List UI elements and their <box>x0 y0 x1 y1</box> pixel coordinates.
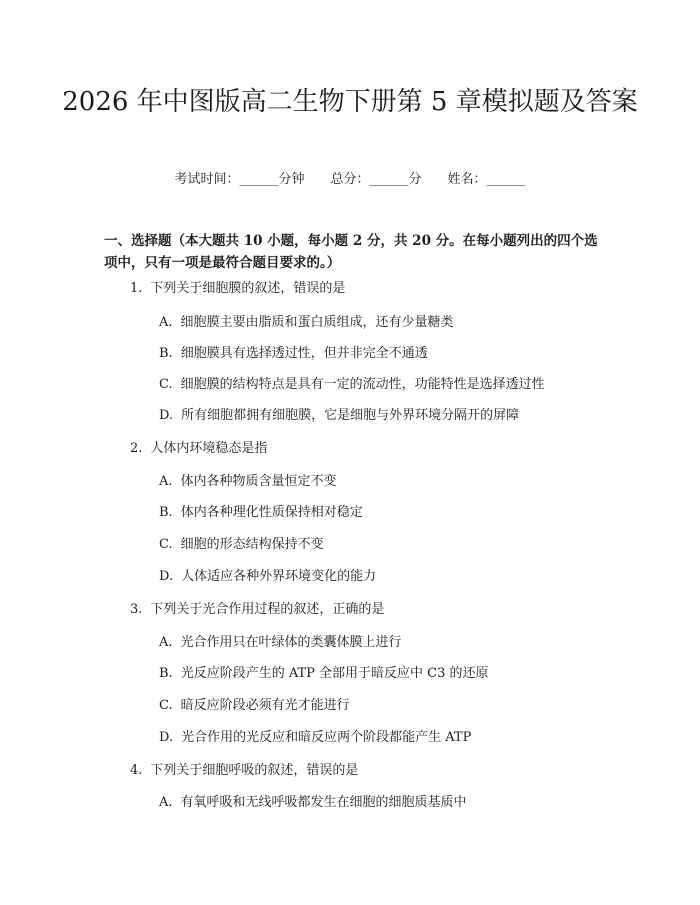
question-1 <box>130 280 345 298</box>
option-letter: C. <box>159 698 173 713</box>
total-score-field: 总分：______分 <box>330 172 422 187</box>
option-text: 暗反应阶段必须有光才能进行 <box>180 698 350 713</box>
question-text: 下列关于细胞膜的叙述，错误的是 <box>150 281 346 296</box>
question-2-option-d <box>159 568 376 586</box>
section-heading-choice: 一、选择题（本大题共 10 小题，每小题 2 分，共 20 分。在每小题列出的四个选项中，只有一项是最符合题目要求的。） <box>104 233 598 271</box>
option-letter: A. <box>159 474 173 489</box>
question-1-option-c <box>159 376 545 394</box>
question-3-option-c <box>159 697 350 715</box>
question-2-option-a <box>159 473 337 491</box>
question-1-option-a <box>159 314 454 332</box>
question-2-option-b <box>159 504 363 522</box>
question-3 <box>130 601 384 619</box>
option-letter: A. <box>159 635 173 650</box>
option-text: 光合作用只在叶绿体的类囊体膜上进行 <box>180 635 402 650</box>
option-letter: C. <box>159 537 173 552</box>
option-letter: D. <box>159 569 174 584</box>
option-letter: A. <box>159 795 173 810</box>
exam-info <box>0 168 700 187</box>
option-text: 光合作用的光反应和暗反应两个阶段都能产生 ATP <box>181 730 472 745</box>
question-text: 人体内环境稳态是指 <box>150 441 268 456</box>
question-number: 4. <box>130 763 143 778</box>
question-3-option-b <box>159 665 489 683</box>
option-text: 光反应阶段产生的 ATP 全部用于暗反应中 C3 的还原 <box>180 666 489 681</box>
question-number: 1. <box>130 281 143 296</box>
option-text: 细胞膜的结构特点是具有一定的流动性，功能特性是选择透过性 <box>180 377 545 392</box>
option-text: 细胞膜具有选择透过性，但并非完全不通透 <box>180 346 428 361</box>
option-text: 有氧呼吸和无线呼吸都发生在细胞的细胞质基质中 <box>180 795 467 810</box>
option-text: 体内各种物质含量恒定不变 <box>180 474 337 489</box>
option-letter: D. <box>159 408 174 423</box>
question-text: 下列关于光合作用过程的叙述，正确的是 <box>150 602 385 617</box>
option-text: 细胞膜主要由脂质和蛋白质组成，还有少量糖类 <box>180 315 454 330</box>
option-text: 体内各种理化性质保持相对稳定 <box>180 505 363 520</box>
question-2-option-c <box>159 536 324 554</box>
question-1-option-b <box>159 345 428 363</box>
option-letter: B. <box>159 666 173 681</box>
question-4 <box>130 762 358 780</box>
question-number: 3. <box>130 602 143 617</box>
option-letter: B. <box>159 346 173 361</box>
question-3-option-a <box>159 634 402 652</box>
question-2 <box>130 440 267 458</box>
question-3-option-d <box>159 729 471 747</box>
option-letter: A. <box>159 315 173 330</box>
option-text: 所有细胞都拥有细胞膜，它是细胞与外界环境分隔开的屏障 <box>181 408 520 423</box>
question-4-option-a <box>159 794 467 812</box>
question-text: 下列关于细胞呼吸的叙述，错误的是 <box>150 763 359 778</box>
option-letter: B. <box>159 505 173 520</box>
name-field: 姓名：______ <box>447 172 526 187</box>
question-1-option-d <box>159 407 519 425</box>
question-number: 2. <box>130 441 143 456</box>
option-text: 细胞的形态结构保持不变 <box>180 537 324 552</box>
option-letter: C. <box>159 377 173 392</box>
option-letter: D. <box>159 730 174 745</box>
document-title: 2026 年中图版高二生物下册第 5 章模拟题及答案 <box>62 87 638 117</box>
exam-time-field: 考试时间：______分钟 <box>174 172 305 187</box>
option-text: 人体适应各种外界环境变化的能力 <box>181 569 377 584</box>
